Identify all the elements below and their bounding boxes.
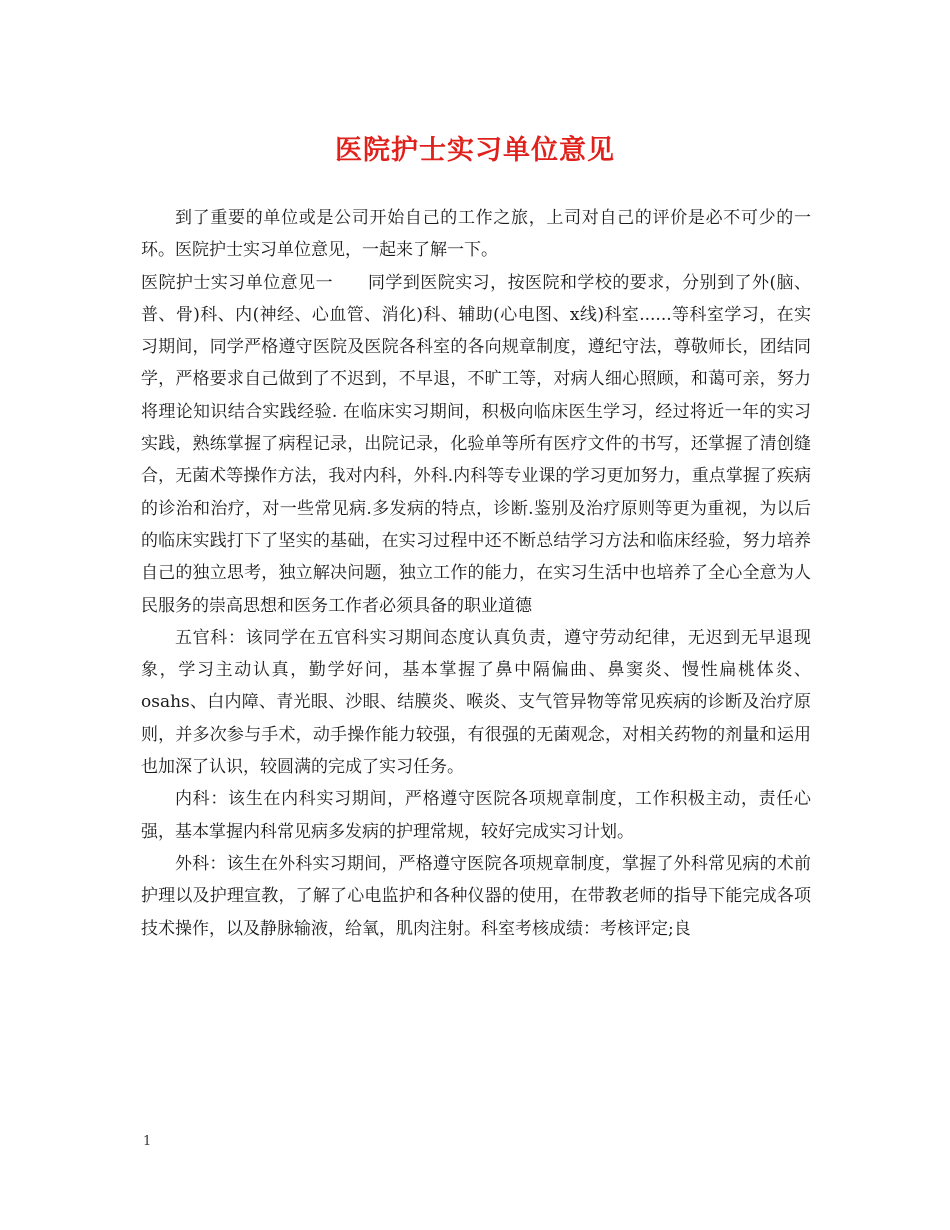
paragraph-intro: 到了重要的单位或是公司开始自己的工作之旅，上司对自己的评价是必不可少的一环。医院护士实习单位意见，一起来了解一下。 — [141, 208, 811, 261]
paragraph-surgery: 外科：该生在外科实习期间，严格遵守医院各项规章制度，掌握了外科常见病的术前护理以及护理宣教，了解了心电监护和各种仪器的使用，在带教老师的指导下能完成各项技术操作，以及静脉输液，给氧，肌肉注射。科室考核成绩：考核评定;良 — [141, 853, 811, 939]
paragraph-internal-medicine: 内科：该生在内科实习期间，严格遵守医院各项规章制度，工作积极主动，责任心强，基本掌握内科常见病多发病的护理常规，较好完成实习计划。 — [141, 789, 811, 842]
document-body — [141, 202, 811, 945]
page-number: 1 — [143, 1134, 152, 1149]
paragraph-ent-department: 五官科：该同学在五官科实习期间态度认真负责，遵守劳动纪律，无迟到无早退现象，学习主动认真，勤学好问，基本掌握了鼻中隔偏曲、鼻窦炎、慢性扁桃体炎、osahs、白内障、青光眼、沙眼、结膜炎、喉炎、支气管异物等常见疾病的诊断及治疗原则，并多次参与手术，动手操作能力较强，有很强的无菌观念，对相关药物的剂量和运用也加深了认识，较圆满的完成了实习任务。 — [141, 627, 811, 778]
paragraph-opinion-one: 医院护士实习单位意见一 同学到医院实习，按医院和学校的要求，分别到了外(脑、普、骨)科、内(神经、心血管、消化)科、辅助(心电图、x线)科室......等科室学习，在实习期间，同学严格遵守医院及医院各科室的各向规章制度，遵纪守法，尊敬师长，团结同学，严格要求自己做到了不迟到，不早退，不旷工等，对病人细心照顾，和蔼可亲，努力将理论知识结合实践经验. 在临床实习期间，积极向临床医生学习，经过将近一年的实习实践，熟练掌握了病程记录，出院记录，化验单等所有医疗文件的书写，还掌握了清创缝合，无菌术等操作方法，我对内科，外科.内科等专业课的学习更加努力，重点掌握了疾病的诊治和治疗，对一些常见病.多发病的特点，诊断.鉴别及治疗原则等更为重视，为以后的临床实践打下了坚实的基础，在实习过程中还不断总结学习方法和临床经验，努力培养自己的独立思考，独立解决问题，独立工作的能力，在实习生活中也培养了全心全意为人民服务的崇高思想和医务工作者必须具备的职业道德 — [141, 272, 811, 616]
document-title: 医院护士实习单位意见 — [335, 135, 615, 166]
